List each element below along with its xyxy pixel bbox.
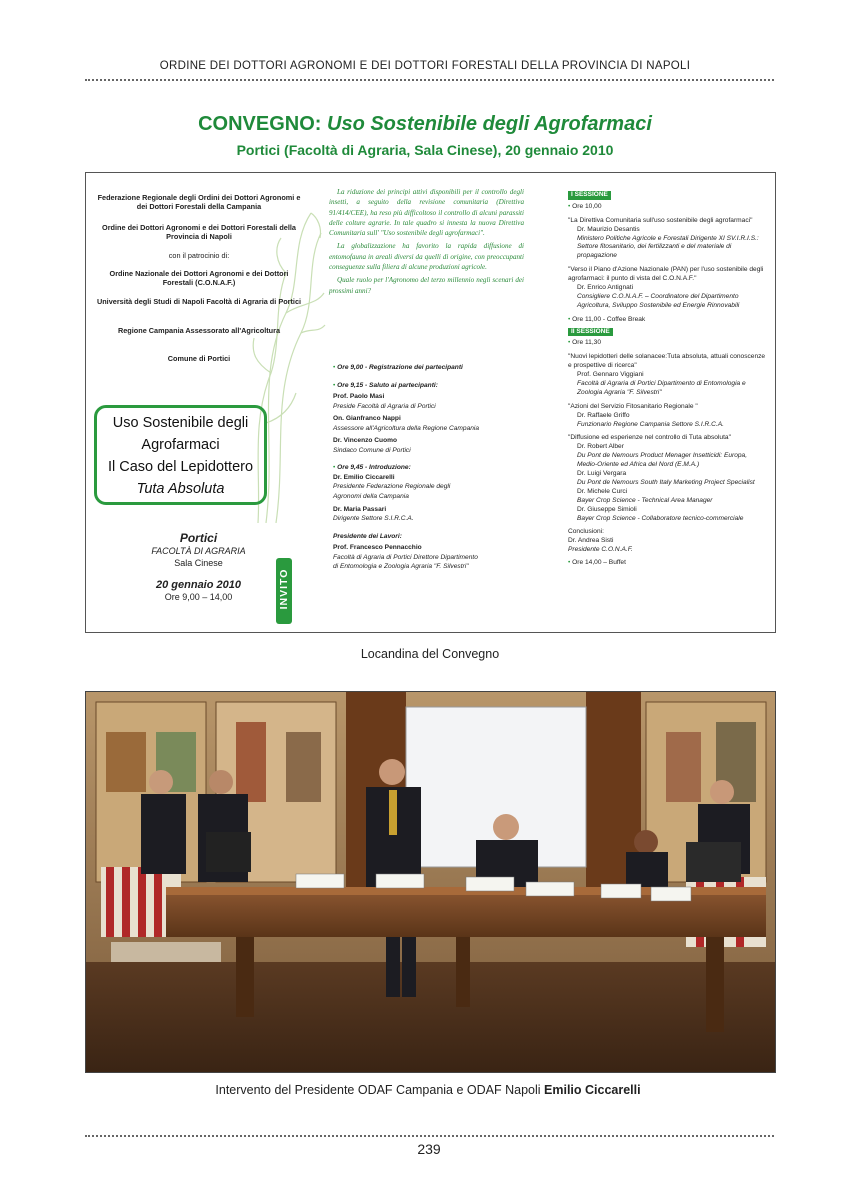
speaker-role: Presidente Federazione Regionale degli Agronomi della Campania (333, 483, 451, 501)
photo-caption-name: Emilio Ciccarelli (544, 1083, 641, 1097)
talk-speaker: Dr. Robert Alber (577, 443, 624, 451)
box-line-3: Il Caso del Lepidottero (107, 459, 254, 476)
talk-title: "Verso il Piano d'Azione Nazionale (PAN) per l'uso sostenibile degli agrofarmaci: il punto di vista del C.O.N.A.F." (568, 266, 764, 283)
chair-role: Facoltà di Agraria di Portici Direttore Dipartimento di Entomologia e Zoologia Agraria "F. Silvestri" (333, 553, 478, 571)
speaker-name: On. Gianfranco Nappi (333, 415, 401, 423)
venue-city: Portici (179, 531, 218, 545)
conclusions-role: Presidente C.O.N.A.F. (568, 546, 633, 554)
chair-label: Presidente dei Lavori: (333, 532, 402, 540)
venue-room: Sala Cinese (174, 558, 223, 568)
venue-faculty: FACOLTÀ DI AGRARIA (151, 546, 246, 556)
flyer-caption: Locandina del Convegno (360, 647, 500, 661)
chair-name: Prof. Francesco Pennacchio (333, 544, 422, 552)
page-title (0, 113, 850, 136)
buffet-time: Ore 14,00 – Buffet (572, 559, 626, 567)
event-flyer (85, 172, 776, 633)
speaker-role: Dirigente Settore S.I.R.C.A. (333, 515, 414, 523)
patronage-label: con il patrocinio di: (168, 251, 230, 260)
patron-1: Ordine Nazionale dei Dottori Agronomi e dei Dottori Forestali (C.O.N.A.F.) (109, 269, 289, 288)
talk-speaker: Dr. Giuseppe Simioli (577, 505, 637, 513)
speaker-role: Sindaco Comune di Portici (333, 446, 411, 454)
intro-paragraph-1: La riduzione dei principi attivi disponibili per il controllo degli insetti, a seguito della revisione comunitaria (Direttiva 91/414/CEE), ha reso più difficoltoso il controllo di alcuni parassiti delle colture agrarie. In tale quadro si innesta la nuova Direttiva Comunitaria sull' "Uso sostenibile degli agrofarmaci". (329, 188, 524, 238)
talk-title: "Diffusione ed esperienze nel controllo di Tuta absoluta" (568, 434, 731, 442)
talk-speaker-role: Funzionario Regione Campania Settore S.I.R.C.A. (577, 420, 724, 428)
title-text: Uso Sostenibile degli Agrofarmaci (327, 113, 652, 135)
photo-caption-text: Intervento del Presidente ODAF Campania e ODAF Napoli (215, 1083, 545, 1097)
session-1-label: I SESSIONE (568, 191, 611, 200)
organizer-2: Ordine dei Dottori Agronomi e dei Dottori Forestali della Provincia di Napoli (102, 223, 296, 242)
talk-speaker: Dr. Michele Curci (577, 487, 628, 495)
talk-title: "Azioni del Servizio Fitosanitario Regionale " (568, 402, 698, 410)
session-2-time: Ore 11,30 (572, 339, 601, 347)
conference-photo-image (86, 692, 775, 1072)
talk-speaker: Dr. Raffaele Griffo (577, 411, 630, 419)
box-line-4: Tuta Absoluta (136, 481, 225, 498)
talk-speaker-role: Ministero Politiche Agricole e Forestali Dirigente XI SV.I.R.I.S.: Settore fitosanitario, dei fertilizzanti e del materiale di propagazione (577, 234, 759, 260)
photo-caption (0, 1083, 850, 1097)
running-header: ORDINE DEI DOTTORI AGRONOMI E DEI DOTTORI FORESTALI DELLA PROVINCIA DI NAPOLI (159, 60, 691, 72)
page-number: 239 (417, 1141, 441, 1157)
box-line-2: Agrofarmaci (141, 437, 220, 454)
patron-4: Comune di Portici (167, 354, 231, 363)
speaker-role: Assessore all'Agricoltura della Regione Campania (333, 424, 480, 432)
speaker-name: Dr. Vincenzo Cuomo (333, 437, 397, 445)
talk-speaker: Dr. Enrico Antignati (577, 284, 634, 292)
venue-date: 20 gennaio 2010 (156, 579, 241, 591)
flyer-left-column (86, 173, 311, 632)
patron-2: Università degli Studi di Napoli Facoltà di Agraria di Portici (96, 297, 302, 306)
session-1-time: Ore 10,00 (572, 202, 602, 210)
invito-label: INVITO (278, 568, 290, 610)
talk-speaker-role: Consigliere C.O.N.A.F. – Coordinatore del Dipartimento Agricoltura, Sviluppo Sostenibile ed Energie Rinnovabili (577, 292, 740, 309)
flyer-intro (329, 187, 524, 299)
footer-divider (85, 1135, 774, 1137)
talk-speaker: Dr. Maurizio Desantis (577, 225, 640, 233)
talk-speaker-role: Du Pont de Nemours Product Menager Insetticidi: Europa, Medio-Oriente ed Africa del Nord (E.M.A.) (577, 452, 748, 469)
talk-speaker: Dr. Luigi Vergara (577, 470, 627, 478)
session-2-label: II SESSIONE (568, 328, 613, 337)
conclusions-speaker: Dr. Andrea Sisti (568, 537, 614, 545)
coffee-break: Ore 11,00 - Coffee Break (572, 315, 646, 323)
intro-paragraph-2: La globalizzazione ha favorito la rapida diffusione di entomofauna in areali diversi da quelli di origine, con preoccupanti conseguenze sulla filiera di alcune produzioni agricole. (329, 242, 524, 271)
talk-title: "Nuovi lepidotteri delle solanacee:Tuta absoluta, attuali conoscenze e prospettive di ricerca" (568, 353, 766, 370)
speaker-name: Dr. Emilio Ciccarelli (333, 473, 395, 481)
program-right: I SESSIONE • Ore 10,00 "La Direttiva Comunitaria sull'uso sostenibile degli agrofarmaci" Dr. Maurizio Desantis Ministero Politiche Agricole e Forestali Dirigente XI SV.I.R.I.S.: Settore fitosanitario, dei fertilizzanti e del materiale di propagazione "Verso il Piano d'Azione Nazionale (PAN) per l'uso sostenibile degli agrofarmaci: il punto di vista del C.O.N.A.F." Dr. Enrico Antignati Consigliere C.O.N.A.F. – Coordinatore del Dipartimento Agricoltura, Sviluppo Sostenibile ed Energie Rinnovabili • Ore 11,00 - Coffee Break II SESSIONE • Ore 11,30 "Nuovi lepidotteri delle solanacee:Tuta absoluta, attuali conoscenze e prospettive di ricerca" Prof. Gennaro Viggiani Facoltà di Agraria di Portici Dipartimento di Entomologia e Zoologia Agraria "F. Silvestri" "Azioni del Servizio Fitosanitario Regionale " Dr. Raffaele Griffo Funzionario Regione Campania Settore S.I.R.C.A. "Diffusione ed esperienze nel controllo di Tuta absoluta" Dr. Robert Alber Du Pont de Nemours Product Menager Insetticidi: Europa, Medio-Oriente ed Africa del Nord (E.M.A.) Dr. Luigi Vergara Du Pont de Nemours South Italy Marketing Project Specialist Dr. Michele Curci Bayer Crop Science - Technical Area Manager Dr. Giuseppe Simioli Bayer Crop Science - Collaboratore tecnico-commerciale Conclusioni: Dr. Andrea Sisti Presidente C.O.N.A.F. • Ore 14,00 – Buffet (568, 191, 768, 568)
patron-3: Regione Campania Assessorato all'Agricoltura (117, 326, 281, 335)
intro-paragraph-3: Quale ruolo per l'Agronomo del terzo millennio negli scenari dei prossimi anni? (329, 276, 524, 295)
speaker-name: Prof. Paolo Masi (333, 393, 385, 401)
talk-title: "La Direttiva Comunitaria sull'uso sostenibile degli agrofarmaci" (568, 216, 753, 224)
talk-speaker-role: Facoltà di Agraria di Portici Dipartimento di Entomologia e Zoologia Agraria "F. Silvestri" (577, 380, 746, 396)
registration-time: Ore 9,00 - Registrazione dei partecipanti (337, 364, 463, 371)
organizer-1: Federazione Regionale degli Ordini dei Dottori Agronomi e dei Dottori Forestali della Campania (97, 193, 301, 212)
talk-speaker-role: Bayer Crop Science - Technical Area Manager (577, 496, 713, 504)
flyer-title-box (94, 405, 267, 505)
talk-speaker-role: Du Pont de Nemours South Italy Marketing Project Specialist (577, 478, 755, 486)
intro-time: Ore 9,45 - Introduzione: (337, 464, 411, 472)
title-prefix: CONVEGNO: (198, 113, 322, 135)
header-divider (85, 79, 774, 81)
venue-time: Ore 9,00 – 14,00 (164, 592, 233, 602)
conference-photo (85, 691, 776, 1073)
speaker-role: Preside Facoltà di Agraria di Portici (333, 402, 436, 410)
box-line-1: Uso Sostenibile degli (112, 415, 249, 431)
speaker-name: Dr. Maria Passari (333, 505, 387, 513)
page-subtitle: Portici (Facoltà di Agraria, Sala Cinese), 20 gennaio 2010 (236, 142, 614, 158)
greeting-time: Ore 9,15 - Saluto ai partecipanti: (337, 381, 438, 389)
invito-tag (276, 558, 292, 624)
talk-speaker: Prof. Gennaro Viggiani (577, 371, 644, 379)
talk-speaker-role: Bayer Crop Science - Collaboratore tecnico-commerciale (577, 514, 744, 522)
conclusions-label: Conclusioni: (568, 528, 604, 536)
program-left: • Ore 9,00 - Registrazione dei partecipanti • Ore 9,15 - Saluto ai partecipanti: Prof. Paolo Masi Preside Facoltà di Agraria di Portici On. Gianfranco Nappi Assessore all'Agricoltura della Regione Campania Dr. Vincenzo Cuomo Sindaco Comune di Portici • Ore 9,45 - Introduzione: Dr. Emilio Ciccarelli Presidente Federazione Regionale degli Agronomi della Campania Dr. Maria Passari Dirigente Settore S.I.R.C.A. Presidente dei Lavori: Prof. Francesco Pennacchio Facoltà di Agraria di Portici Direttore Dipartimento di Entomologia e Zoologia Agraria "F. Silvestri" (333, 363, 533, 572)
